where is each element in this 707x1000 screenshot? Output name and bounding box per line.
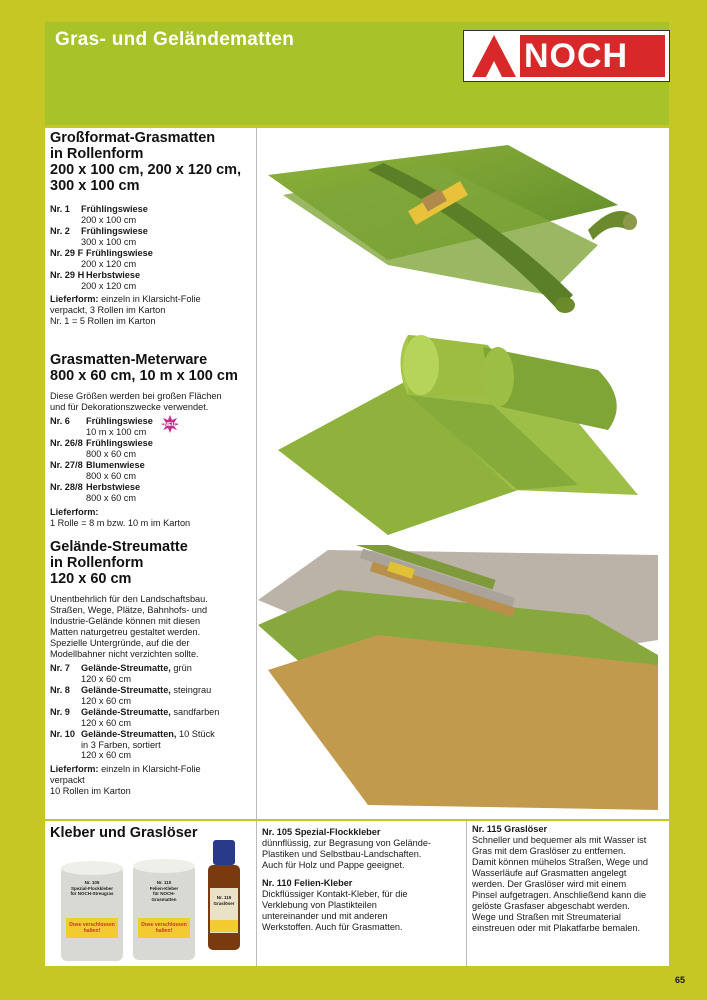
section-divider [45,819,669,821]
section-heading: Gelände-Streumatte in Rollenform 120 x 60 cm [50,539,188,587]
product-item: Nr. 7 Gelände-Streumatte, grün 120 x 60 cm [50,663,192,684]
product-item: Nr. 29 H Herbstwiese 200 x 120 cm [50,270,141,291]
product-item: Nr. 27/8 Blumenwiese 800 x 60 cm [50,460,145,481]
column-divider [256,128,257,820]
delivery-info: Lieferform: einzeln in Klarsicht-Folie verpackt, 3 Rollen im Karton Nr. 1 = 5 Rollen im Karton [50,294,201,326]
terrain-mat-photo [258,545,658,815]
product-item: Nr. 2 Frühlingswiese 300 x 100 cm [50,226,148,247]
product-item: Nr. 6 Frühlingswiese NEU 10 m x 100 cm [50,416,250,437]
section-heading: Kleber und Graslöser [50,825,198,841]
section-intro: Unentbehrlich für den Landschaftsbau. Straßen, Wege, Plätze, Bahnhofs- und Industrie-Gelände können mit diesen Matten naturgetreu gestaltet werden. Spezielle Untergründe, auf die der Modellbahner nicht verzichten sollte. [50,594,208,659]
jar-label: Nr. 110 Felien-Kleber für NOCH-Grasmatten [149,880,179,902]
grasloeser-description: Nr. 115 Graslöser Schneller und bequemer als mit Wasser ist Gras mit dem Graslöser zu entfernen. Damit können mühelos Straßen, Wege und Wasserläufe auf Grasmatten angelegt werden. Der Graslöser wird mit einem Pinsel aufgetragen. Anschließend kann die gelöste Grasfaser abgeschabt werden. Wege und Straßen mit Streumaterial einstreuen oder mit Plakatfarbe bemalen. [472,824,649,933]
product-item: Nr. 10 Gelände-Streumatten, 10 Stück in 3 Farben, sortiert 120 x 60 cm [50,729,215,760]
product-item: Nr. 8 Gelände-Streumatte, steingrau 120 x 60 cm [50,685,212,706]
section-intro: Diese Größen werden bei großen Flächen und für Dekorationszwecke verwendet. [50,391,222,412]
section-kleber [50,825,250,841]
section-meterware [50,352,250,529]
section-streumatte [50,539,255,797]
product-item: Nr. 26/8 Frühlingswiese 800 x 60 cm [50,438,153,459]
product-item: Nr. 29 F Frühlingswiese 200 x 120 cm [50,248,153,269]
delivery-info: Lieferform: einzeln in Klarsicht-Folie verpackt 10 Rollen im Karton [50,763,201,796]
product-item: Nr. 1 Frühlingswiese 200 x 100 cm [50,204,148,225]
section-heading: Großformat-Grasmatten in Rollenform 200 x 100 cm, 200 x 120 cm, 300 x 100 cm [50,130,242,194]
delivery-info: Lieferform: 1 Rolle = 8 m bzw. 10 m im Karton [50,507,191,528]
glue-descriptions [262,827,462,933]
noch-logo [463,30,670,82]
jar-band-text: Dose verschlossen halten! [69,922,115,934]
logo-text: NOCH [524,37,629,75]
section-grossformat [50,130,250,327]
jar-band-text: Dose verschlossen halten! [141,922,187,934]
grass-mat-photo [258,135,658,335]
column-divider [466,821,467,966]
product-description: Nr. 105 Spezial-Flockkleber dünnflüssig, zur Begrasung von Gelände- Plastiken und Selbstbau-Landschaften. Auch für Holz und Pappe geeignet. [262,827,432,870]
section-heading: Grasmatten-Meterware 800 x 60 cm, 10 m x 100 cm [50,352,238,384]
grass-roll-photo [258,335,658,535]
product-item: Nr. 9 Gelände-Streumatte, sandfarben 120 x 60 cm [50,707,220,728]
page-title: Gras- und Geländematten [55,29,295,50]
product-description: Nr. 110 Felien-Kleber Dickflüssiger Kontakt-Kleber, für die Verklebung von Plastikteilen untereinander und mit anderen Werkstoffen. Auch für Grasmatten. [262,878,408,932]
bottle-label: Nr. 115 Graslöser [213,895,235,906]
column-divider [256,821,257,966]
jar-label: Nr. 105 Spezial-Flockkleber für NOCH-Streugras [70,880,114,896]
product-item: Nr. 28/8 Herbstwiese 800 x 60 cm [50,482,141,503]
new-badge: NEU [161,415,179,433]
glue-products-photo [58,840,253,962]
page-number: 65 [674,975,685,985]
